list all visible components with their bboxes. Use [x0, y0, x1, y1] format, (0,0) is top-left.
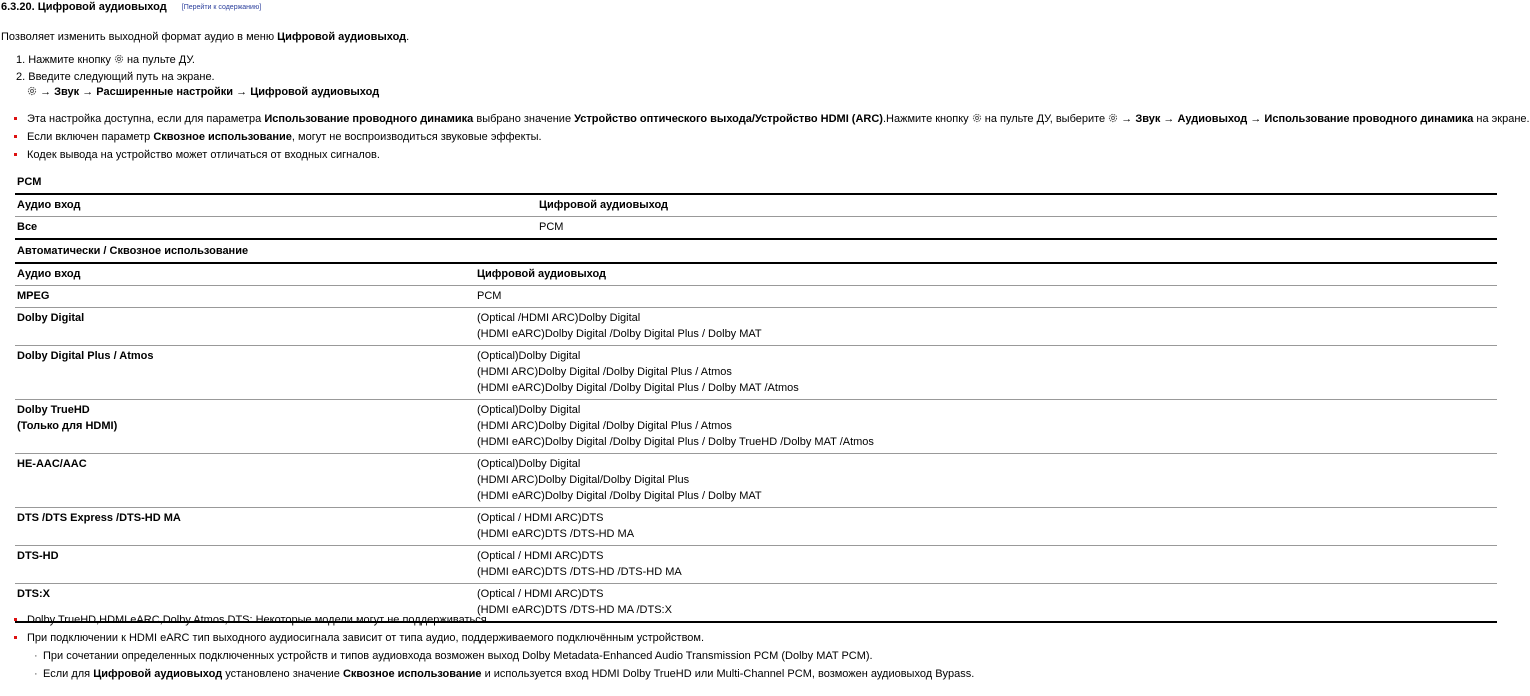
- table-row: [15, 454, 1497, 508]
- note-1-h: Аудиовыход: [1177, 113, 1248, 125]
- cell-output-line: (Optical)Dolby Digital: [477, 350, 581, 362]
- cell-input-line: Dolby Digital Plus / Atmos: [17, 350, 154, 362]
- note-2-c: , могут не воспроизводиться звуковые эффекты.: [291, 131, 542, 143]
- table-row: [15, 546, 1497, 584]
- arrow-right-icon: →: [1121, 113, 1133, 125]
- cell-output-line: (Optical / HDMI ARC)DTS: [477, 550, 604, 562]
- cell-output: [475, 454, 1497, 508]
- note-1: [12, 112, 1530, 130]
- arrow-right-icon: →: [82, 86, 94, 98]
- header-audio-input: Аудио вход: [17, 268, 81, 280]
- arrow-right-icon: →: [1250, 113, 1262, 125]
- steps-list: [16, 52, 215, 86]
- path-item-advanced: Расширенные настройки: [96, 86, 234, 98]
- header-digital-out: Цифровой аудиовыход: [539, 199, 668, 211]
- cell-input-line: DTS /DTS Express /DTS-HD MA: [17, 512, 181, 524]
- cell-output-line: (Optical / HDMI ARC)DTS: [477, 588, 604, 600]
- intro-bold: Цифровой аудиовыход: [277, 31, 407, 43]
- note-2-b: Сквозное использование: [153, 131, 292, 143]
- cell-input-line: HE-AAC/AAC: [17, 458, 87, 470]
- note-1-e: .Нажмите кнопку: [882, 113, 972, 125]
- footnote-2b-e: и используется вход HDMI Dolby TrueHD или Multi-Channel PCM, возможен аудиовыход Bypass.: [481, 668, 975, 680]
- path-item-digital-out: Цифровой аудиовыход: [250, 86, 380, 98]
- table-row: [15, 308, 1497, 346]
- cell-output-line: (HDMI eARC)DTS /DTS-HD /DTS-HD MA: [477, 566, 682, 578]
- cell-output-line: (HDMI eARC)Dolby Digital /Dolby Digital Plus / Dolby MAT: [477, 490, 762, 502]
- note-1-g: Звук: [1135, 113, 1161, 125]
- cell-output-line: (Optical)Dolby Digital: [477, 458, 581, 470]
- cell-output: PCM: [539, 221, 564, 233]
- cell-input: [15, 400, 475, 454]
- cell-output-line: (HDMI eARC)Dolby Digital /Dolby Digital Plus / Dolby MAT /Atmos: [477, 382, 799, 394]
- note-1-b: Использование проводного динамика: [264, 113, 474, 125]
- footnotes-list: [12, 613, 974, 685]
- cell-input: [15, 546, 475, 584]
- cell-output-line: (HDMI eARC)DTS /DTS-HD MA: [477, 528, 635, 540]
- step-1-text-b: на пульте ДУ.: [123, 54, 195, 66]
- cell-output-line: (HDMI ARC)Dolby Digital /Dolby Digital Plus / Atmos: [477, 366, 732, 378]
- cell-output-line: (HDMI ARC)Dolby Digital /Dolby Digital Plus / Atmos: [477, 420, 732, 432]
- cell-input: [15, 286, 475, 308]
- note-2-a: Если включен параметр: [27, 131, 154, 143]
- cell-output-line: (HDMI eARC)Dolby Digital /Dolby Digital Plus / Dolby TrueHD /Dolby MAT /Atmos: [477, 436, 874, 448]
- cell-output-line: (Optical)Dolby Digital: [477, 404, 581, 416]
- gear-icon: [1108, 113, 1118, 123]
- cell-output: [475, 546, 1497, 584]
- section-heading: 6.3.20. Цифровой аудиовыход: [1, 1, 167, 13]
- cell-output: [475, 346, 1497, 400]
- notes-list: [12, 112, 1530, 166]
- arrow-right-icon: →: [40, 86, 52, 98]
- footnote-2: При подключении к HDMI eARC тип выходного аудиосигнала зависит от типа аудио, поддерживаемого подключённым устройством.: [12, 631, 974, 649]
- cell-input: [15, 308, 475, 346]
- cell-input-line: MPEG: [17, 290, 50, 302]
- note-1-d: Устройство оптического выхода/Устройство HDMI (ARC): [574, 113, 883, 125]
- footnote-1: Dolby TrueHD,HDMI eARC,Dolby Atmos,DTS: Некоторые модели могут не поддерживаться.: [12, 613, 974, 631]
- cell-input-line: (Только для HDMI): [17, 420, 118, 432]
- footnote-2b-c: установлено значение: [222, 668, 343, 680]
- header-audio-input: Аудио вход: [17, 199, 81, 211]
- footnote-2b-a: Если для: [43, 668, 94, 680]
- note-3: Кодек вывода на устройство может отличаться от входных сигналов.: [12, 148, 1530, 166]
- table-row: [15, 217, 1497, 240]
- cell-input-line: Dolby Digital: [17, 312, 85, 324]
- step-2: 2. Введите следующий путь на экране.: [16, 71, 215, 83]
- note-1-c: выбрано значение: [473, 113, 575, 125]
- note-1-i: Использование проводного динамика: [1264, 113, 1474, 125]
- cell-output: [475, 508, 1497, 546]
- note-1-a: Эта настройка доступна, если для параметра: [27, 113, 265, 125]
- note-1-f: на пульте ДУ, выберите: [981, 113, 1109, 125]
- table-header-row: [15, 194, 1497, 217]
- cell-input: [15, 346, 475, 400]
- footnote-2b-b: Цифровой аудиовыход: [93, 668, 223, 680]
- table-row: [15, 346, 1497, 400]
- intro-text: Позволяет изменить выходной формат аудио в меню: [1, 31, 278, 43]
- cell-input-line: Dolby TrueHD: [17, 404, 90, 416]
- header-digital-out: Цифровой аудиовыход: [477, 268, 606, 280]
- cell-input: Все: [17, 221, 38, 233]
- table-header-row: [15, 263, 1497, 286]
- intro-end: .: [406, 31, 410, 43]
- step-1: [16, 52, 215, 69]
- menu-path: [27, 86, 379, 98]
- cell-input: [15, 508, 475, 546]
- cell-output-line: (HDMI ARC)Dolby Digital/Dolby Digital Plus: [477, 474, 690, 486]
- pcm-table: [15, 193, 1497, 240]
- cell-input-line: DTS-HD: [17, 550, 59, 562]
- path-item-sound: Звук: [54, 86, 80, 98]
- auto-table: [15, 262, 1497, 623]
- footnote-2b-d: Сквозное использование: [342, 668, 482, 680]
- cell-input-line: DTS:X: [17, 588, 50, 600]
- gear-icon: [27, 86, 37, 96]
- gear-icon: [972, 113, 982, 123]
- arrow-right-icon: →: [1163, 113, 1175, 125]
- note-1-j: на экране.: [1473, 113, 1530, 125]
- cell-output-line: (HDMI eARC)Dolby Digital /Dolby Digital Plus / Dolby MAT: [477, 328, 762, 340]
- pcm-table-title: PCM: [17, 176, 42, 188]
- cell-output-line: (HDMI eARC)DTS /DTS-HD MA /DTS:X: [477, 604, 672, 616]
- footnote-2a: · При сочетании определенных подключенных устройств и типов аудиовхода возможен выход Dolby Metadata-Enhanced Audio Transmission PCM (Dolby MAT PCM).: [12, 649, 974, 667]
- cell-input: [15, 454, 475, 508]
- cell-output: [475, 400, 1497, 454]
- table-row: [15, 400, 1497, 454]
- section-title: [1, 1, 261, 13]
- arrow-right-icon: →: [236, 86, 248, 98]
- auto-table-title: Автоматически / Сквозное использование: [17, 245, 249, 257]
- cell-output-line: (Optical /HDMI ARC)Dolby Digital: [477, 312, 641, 324]
- note-2: [12, 130, 1530, 148]
- step-1-text-a: 1. Нажмите кнопку: [16, 54, 114, 66]
- cell-output: [475, 308, 1497, 346]
- gear-icon: [114, 54, 124, 64]
- footnote-2b: [12, 667, 974, 685]
- toc-link[interactable]: [Перейти к содержанию]: [181, 4, 262, 11]
- cell-output-line: PCM: [477, 290, 502, 302]
- cell-output: [475, 286, 1497, 308]
- table-row: [15, 508, 1497, 546]
- intro-paragraph: [1, 31, 409, 43]
- cell-output-line: (Optical / HDMI ARC)DTS: [477, 512, 604, 524]
- table-row: [15, 286, 1497, 308]
